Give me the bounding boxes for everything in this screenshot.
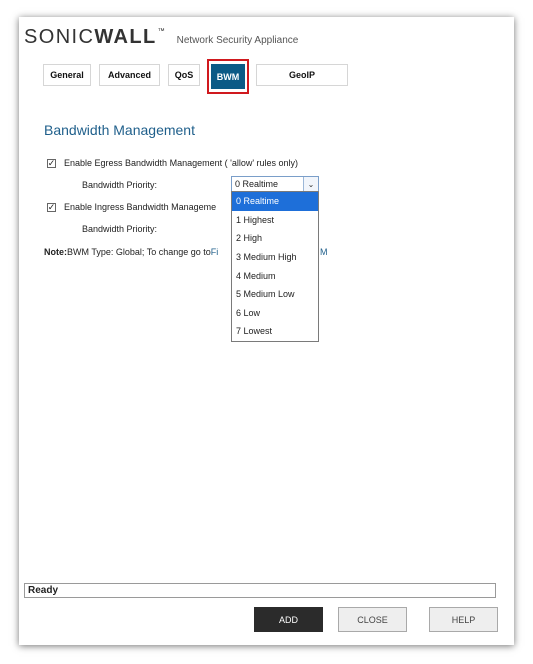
priority-option[interactable]: 2 High <box>236 233 263 244</box>
egress-row <box>47 158 298 168</box>
note-bold: Note: <box>44 247 67 257</box>
priority-option[interactable]: 6 Low <box>236 307 261 318</box>
logo-sonic: SONIC <box>24 26 95 48</box>
note-row <box>44 247 218 257</box>
note-text: BWM Type: Global; To change go to <box>67 247 211 257</box>
firewall-settings-link-tail[interactable]: M <box>320 247 328 257</box>
note-row-right <box>320 247 328 257</box>
egress-checkbox[interactable] <box>47 159 56 168</box>
egress-priority-row <box>82 180 157 190</box>
ingress-label: Enable Ingress Bandwidth Manageme <box>64 202 217 212</box>
help-button[interactable]: HELP <box>429 607 498 632</box>
priority-option[interactable]: 0 Realtime <box>232 192 318 211</box>
add-button[interactable]: ADD <box>254 607 323 632</box>
ingress-priority-row <box>82 224 157 234</box>
ingress-row <box>47 202 216 212</box>
priority-option[interactable]: 3 Medium High <box>236 252 297 263</box>
egress-priority-select[interactable] <box>231 176 319 192</box>
tab-general[interactable]: General <box>43 64 91 86</box>
priority-option[interactable]: 1 Highest <box>236 214 275 225</box>
app-subtitle: Network Security Appliance <box>176 35 299 46</box>
firewall-settings-link[interactable]: Fi <box>210 247 219 257</box>
trademark: ™ <box>157 28 165 35</box>
check-icon: ✓ <box>47 201 56 212</box>
egress-label: Enable Egress Bandwidth Management ( 'allow' rules only) <box>64 158 299 168</box>
chevron-down-icon[interactable]: ⌄ <box>303 177 318 191</box>
priority-dropdown-list <box>231 191 319 342</box>
priority-option[interactable]: 4 Medium <box>236 270 276 281</box>
check-icon: ✓ <box>47 157 56 168</box>
tab-qos[interactable]: QoS <box>168 64 200 86</box>
tab-bwm-label: BWM <box>211 64 245 89</box>
ingress-priority-label: Bandwidth Priority: <box>82 224 158 234</box>
brand-header <box>24 26 298 49</box>
logo-wall: WALL <box>94 26 157 48</box>
close-button[interactable]: CLOSE <box>338 607 407 632</box>
dialog-window <box>19 17 514 645</box>
tab-bwm[interactable] <box>207 59 249 94</box>
egress-priority-value: 0 Realtime <box>235 179 279 189</box>
tab-geoip[interactable]: GeoIP <box>256 64 348 86</box>
page-title: Bandwidth Management <box>44 122 195 138</box>
status-text: Ready <box>28 585 59 596</box>
egress-priority-label: Bandwidth Priority: <box>82 180 158 190</box>
tab-advanced[interactable]: Advanced <box>99 64 160 86</box>
priority-option[interactable]: 5 Medium Low <box>236 289 295 300</box>
status-bar <box>24 583 496 598</box>
logo <box>24 26 157 49</box>
priority-option[interactable]: 7 Lowest <box>236 326 273 337</box>
ingress-checkbox[interactable] <box>47 203 56 212</box>
